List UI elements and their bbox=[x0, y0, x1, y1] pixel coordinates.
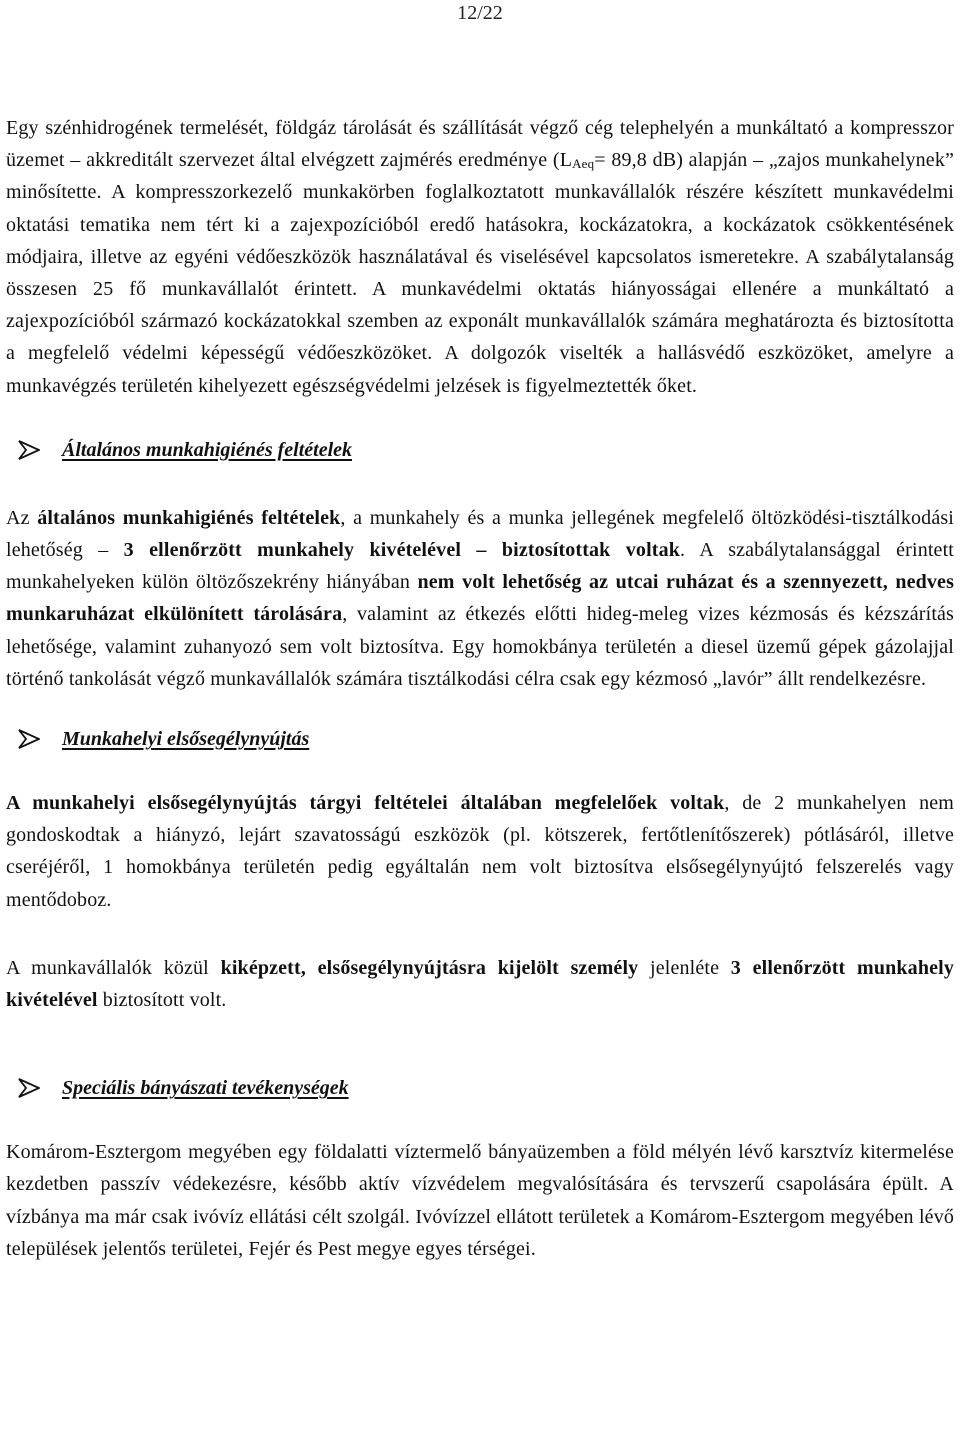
paragraph-general-hygiene bbox=[6, 502, 954, 695]
section-heading-title: Speciális bányászati tevékenységek bbox=[62, 1077, 349, 1100]
document-body bbox=[6, 112, 954, 1265]
section-heading-general-hygiene bbox=[6, 436, 954, 464]
paragraph-text: Egy szénhidrogének termelését, földgáz tárolását és szállítását végző cég telephelyén a munkáltató a kompresszor üzemet – akkreditált szervezet által elvégzett zajmérés eredménye (L bbox=[6, 117, 954, 172]
subscript-aeq: Aeq bbox=[572, 156, 595, 172]
section-heading-special-mining bbox=[6, 1074, 954, 1102]
paragraph-text: , de 2 munkahelyen nem gondoskodtak a hiányzó, lejárt szavatosságú eszközök (pl. kötszerek, fertőtlenítőszerek) pótlásáról, illetve cseréjéről, 1 homokbánya területén pedig egyáltalán nem volt biztosítva elsősegélynyújtó felszerelés vagy mentődoboz. bbox=[6, 792, 954, 911]
paragraph-first-aid-personnel bbox=[6, 952, 954, 1016]
bold-text: nem volt lehetőség az utcai ruházat és a szennyezett, nedves munkaruházat elkülönített tárolására bbox=[6, 571, 955, 626]
paragraph-text: Komárom-Esztergom megyében egy földalatti víztermelő bányaüzemben a föld mélyén lévő karsztvíz kitermelése kezdetben passzív védekezésre, később aktív vízvédelem megvalósítására és tervszerű csapolására épült. A vízbánya ma már csak ivóvíz ellátási célt szolgál. Ivóvízzel ellátott területek a Komárom-Esztergom megyében lévő települések jelentős területei, Fejér és Pest megye egyes térségei. bbox=[6, 1141, 954, 1260]
arrowhead-bullet-icon bbox=[18, 1078, 40, 1098]
paragraph-text: A munkavállalók közül bbox=[6, 956, 221, 979]
page-number: 12/22 bbox=[457, 2, 503, 24]
paragraph-text: . A szabálytalansággal érintett munkahelyeken külön öltözőszekrény hiányában bbox=[6, 539, 954, 594]
paragraph-noise-exposure bbox=[6, 112, 954, 402]
paragraph-text: biztosított volt. bbox=[97, 989, 227, 1012]
paragraph-text: , valamint az étkezés előtti hideg-meleg vizes kézmosás és kézszárítás lehetősége, valamint zuhanyozó sem volt biztosítva. Egy homokbánya területén a diesel üzemű gépek gázolajjal történő tankolását végző munkavállalók számára tisztálkodási célra csak egy kézmosó „lavór” állt rendelkezésre. bbox=[6, 603, 954, 690]
paragraph-text: = 89,8 dB) alapján – „zajos munkahelynek” minősítette. A kompresszorkezelő munkakörben foglalkoztatott munkavállalók részére készített munkavédelmi oktatási tematika nem tért ki a zajexpozícióból eredő hatásokra, kockázatokra, a kockázatok csökkentésének módjaira, illetve az egyéni védőeszközök használatával és viselésével kapcsolatos ismeretekre. A szabálytalanság összesen 25 fő munkavállalót érintett. A munkavédelmi oktatás hiányosságai ellenére a munkáltató a zajexpozícióból származó kockázatokkal szemben az exponált munkavállalók számára meghatározta és biztosította a megfelelő védelmi képességű védőeszközöket. A dolgozók viselték a hallásvédő eszközöket, amelyre a munkavégzés területén kihelyezett egészségvédelmi jelzések is figyelmeztették őket. bbox=[6, 149, 954, 397]
section-heading-title: Munkahelyi elsősegélynyújtás bbox=[62, 728, 310, 751]
arrowhead-bullet-icon bbox=[18, 729, 40, 749]
section-heading-first-aid bbox=[6, 725, 954, 753]
paragraph-water-mine bbox=[6, 1136, 954, 1265]
paragraph-text: jelenléte bbox=[638, 956, 731, 979]
bold-text: kiképzett, elsősegélynyújtásra kijelölt személy bbox=[220, 956, 639, 979]
paragraph-first-aid-equipment bbox=[6, 787, 954, 916]
section-heading-title: Általános munkahigiénés feltételek bbox=[62, 438, 353, 461]
bold-text: általános munkahigiénés feltételek bbox=[37, 506, 341, 529]
bold-text: 3 ellenőrzött munkahely kivételével bbox=[6, 956, 954, 1012]
paragraph-text: , a munkahely és a munka jellegének megfelelő öltözködési-tisztálkodási lehetőség – bbox=[6, 506, 954, 562]
bold-text: 3 ellenőrzött munkahely kivételével – biztosítottak voltak bbox=[123, 539, 681, 562]
bold-text: A munkahelyi elsősegélynyújtás tárgyi feltételei általában megfelelőek voltak bbox=[6, 792, 725, 815]
paragraph-text: Az bbox=[6, 506, 38, 529]
arrowhead-bullet-icon bbox=[18, 440, 40, 460]
